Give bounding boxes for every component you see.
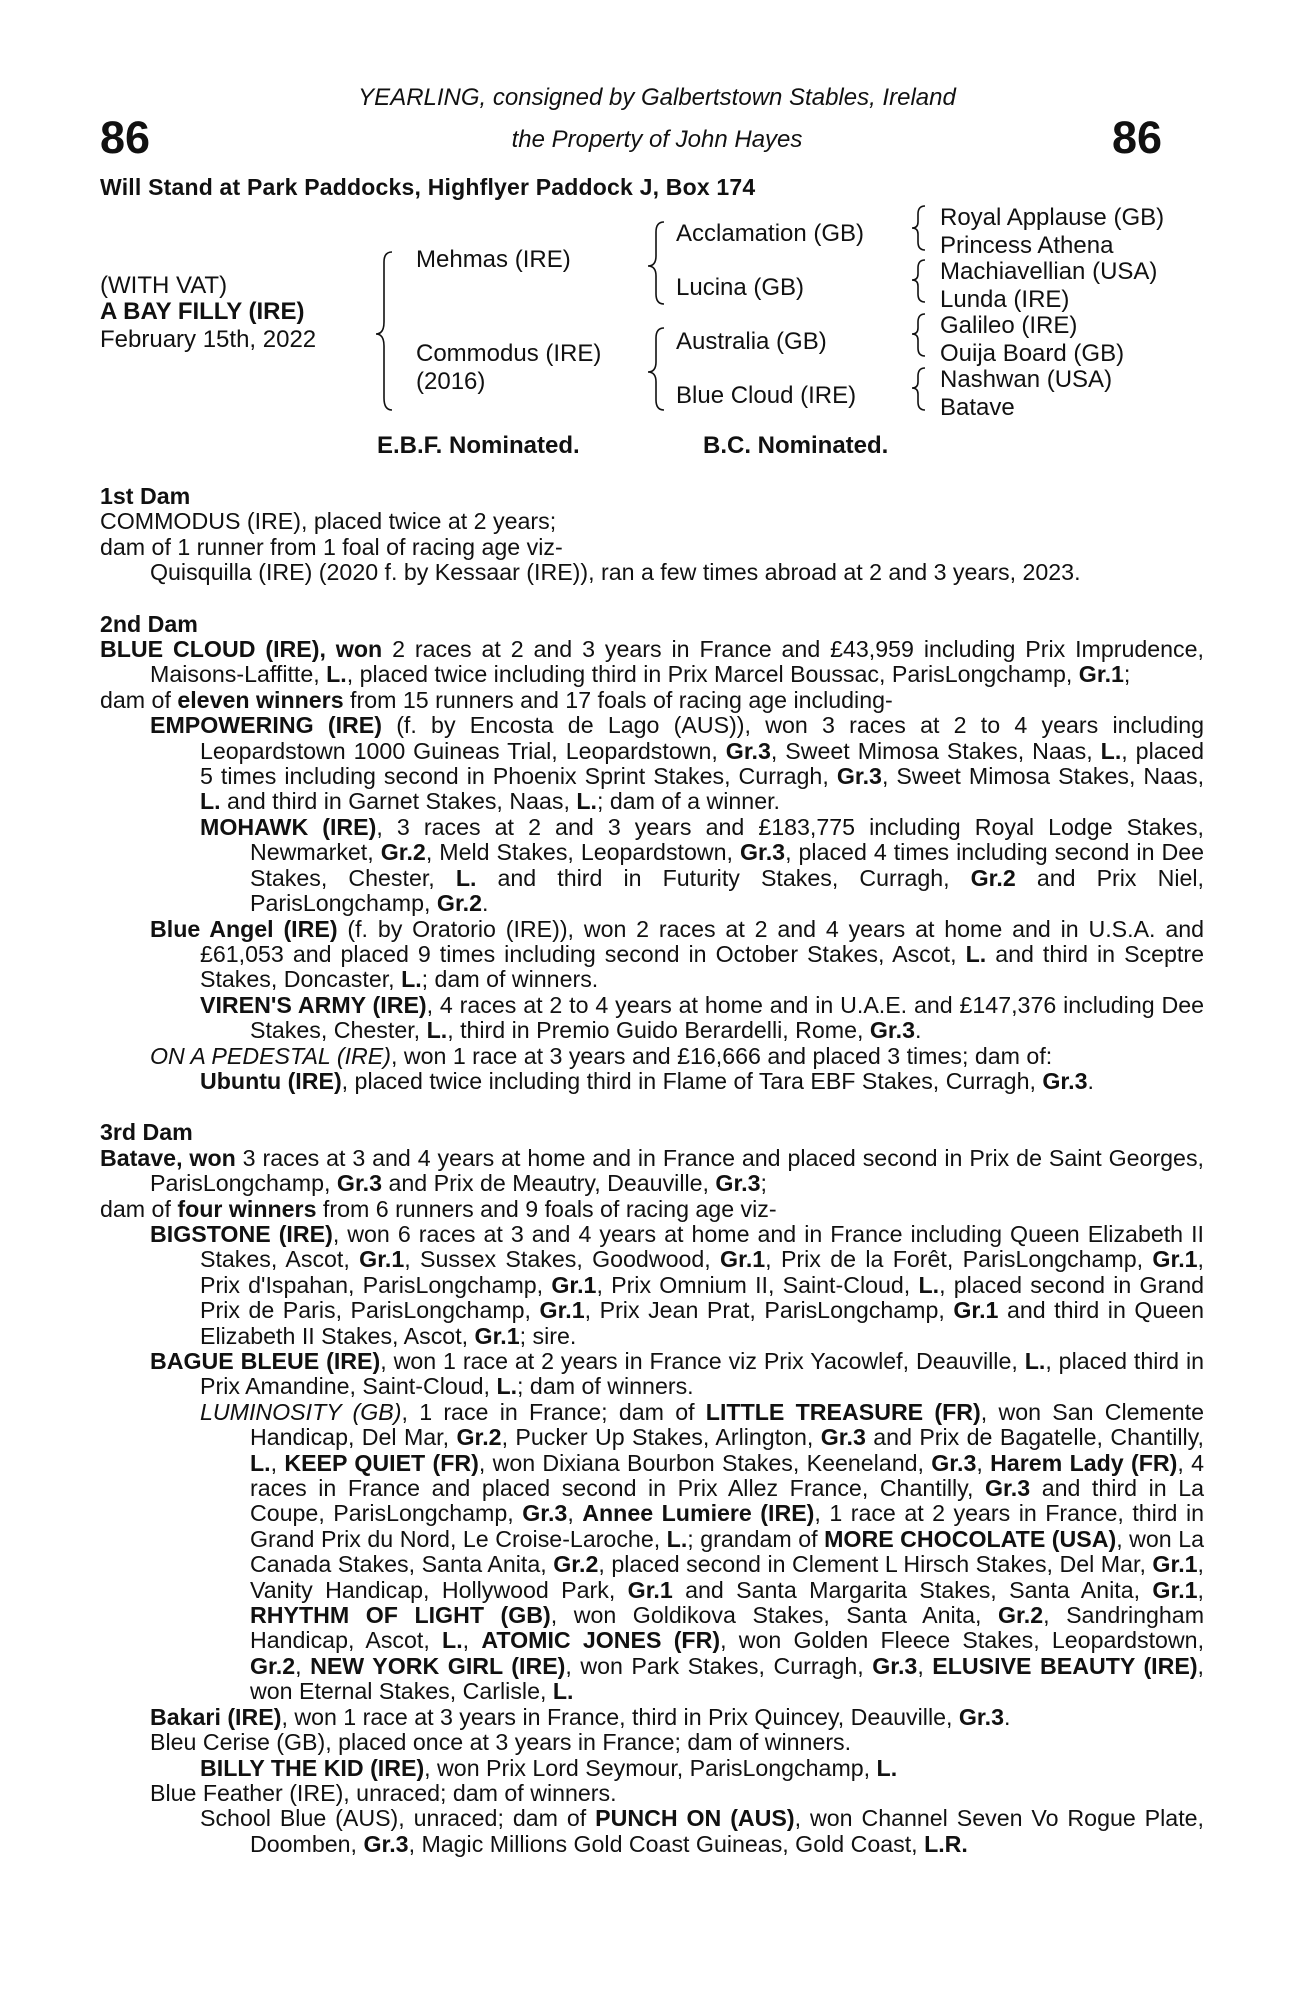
dam3-grandprogeny-school-blue: School Blue (AUS), unraced; dam of PUNCH ON (AUS), won Channel Seven Vo Rogue Plate, Doomben, Gr.3, Magic Millions Gold Coast Guineas, Gold Coast, L.R.: [200, 1805, 1204, 1857]
lot-number-right: 86: [1112, 112, 1163, 163]
consignment-line-1: YEARLING, consigned by Galbertstown Stables, Ireland: [358, 84, 956, 111]
dam2-grandprogeny-mohawk: MOHAWK (IRE), 3 races at 2 and 3 years and £183,775 including Royal Lodge Stakes, Newmarket, Gr.2, Meld Stakes, Leopardstown, Gr.3, placed 4 times including second in Dee Stakes, Chester, L. and third in Futurity Stakes, Curragh, Gr.2 and Prix Niel, ParisLongchamp, Gr.2.: [200, 813, 1204, 917]
horse-dob: February 15th, 2022: [100, 326, 317, 353]
catalogue-body: [100, 484, 1204, 1857]
dam1-progeny: Quisquilla (IRE) (2020 f. by Kessaar (IRE)), ran a few times abroad at 2 and 3 years, 2023.: [150, 559, 1081, 586]
dam3-progeny-blue-feather: Blue Feather (IRE), unraced; dam of winners.: [150, 1779, 617, 1806]
dam3-progeny-bleu-cerise: Bleu Cerise (GB), placed once at 3 years in France; dam of winners.: [150, 1729, 852, 1756]
dam: Commodus (IRE): [416, 340, 602, 367]
dam1-line-2: dam of 1 runner from 1 foal of racing age viz-: [100, 533, 563, 560]
sire-sire: Acclamation (GB): [676, 220, 865, 247]
dam1-line-1: COMMODUS (IRE), placed twice at 2 years;: [100, 508, 557, 535]
sire: Mehmas (IRE): [416, 246, 571, 273]
grand-sire-1: Royal Applause (GB): [940, 204, 1165, 231]
ebf-nominated: E.B.F. Nominated.: [377, 432, 580, 459]
grand-dam-3: Ouija Board (GB): [940, 340, 1125, 367]
grand-dam-1: Princess Athena: [940, 232, 1114, 259]
dam2-progeny-on-a-pedestal: ON A PEDESTAL (IRE), won 1 race at 3 years and £16,666 and placed 3 times; dam of:: [150, 1042, 1053, 1069]
grand-sire-4: Nashwan (USA): [940, 366, 1113, 393]
lot-number-left: 86: [100, 112, 151, 163]
dam3-progeny-bakari: Bakari (IRE), won 1 race at 3 years in France, third in Prix Quincey, Deauville, Gr.3.: [150, 1703, 1011, 1730]
dam3-grandprogeny-billy-the-kid: BILLY THE KID (IRE), won Prix Lord Seymour, ParisLongchamp, L.: [200, 1754, 898, 1781]
dam-sire: Australia (GB): [676, 328, 827, 355]
dam-dam: Blue Cloud (IRE): [676, 382, 857, 409]
dam2-heading: 2nd Dam: [100, 610, 198, 637]
dam-year: (2016): [416, 368, 486, 395]
dam2-produce-summary: dam of eleven winners from 15 runners and 17 foals of racing age including-: [100, 686, 893, 713]
grand-dam-2: Lunda (IRE): [940, 286, 1070, 313]
dam3-grandprogeny-luminosity: LUMINOSITY (GB), 1 race in France; dam of LITTLE TREASURE (FR), won San Clemente Handicap, Del Mar, Gr.2, Pucker Up Stakes, Arlington, Gr.3 and Prix de Bagatelle, Chantilly, L., KEEP QUIET (FR), won Dixiana Bourbon Stakes, Keeneland, Gr.3, Harem Lady (FR), 4 races in France and placed second in Prix Allez France, Chantilly, Gr.3 and third in La Coupe, ParisLongchamp, Gr.3, Annee Lumiere (IRE), 1 race at 2 years in France, third in Grand Prix du Nord, Le Croise-Laroche, L.; grandam of MORE CHOCOLATE (USA), won La Canada Stakes, Santa Anita, Gr.2, placed second in Clement L Hirsch Stakes, Del Mar, Gr.1, Vanity Handicap, Hollywood Park, Gr.1 and Santa Margarita Stakes, Santa Anita, Gr.1, RHYTHM OF LIGHT (GB), won Goldikova Stakes, Santa Anita, Gr.2, Sandringham Handicap, Ascot, L., ATOMIC JONES (FR), won Golden Fleece Stakes, Leopardstown, Gr.2, NEW YORK GIRL (IRE), won Park Stakes, Curragh, Gr.3, ELUSIVE BEAUTY (IRE), won Eternal Stakes, Carlisle, L.: [200, 1398, 1205, 1705]
dam2-record: BLUE CLOUD (IRE), won 2 races at 2 and 3 years in France and £43,959 including Prix Imprudence, Maisons-Laffitte, L., placed twice including third in Prix Marcel Boussac, ParisLongchamp, Gr.1;: [100, 636, 1204, 688]
stand-location: Will Stand at Park Paddocks, Highflyer Paddock J, Box 174: [100, 174, 756, 200]
dam2-progeny-blue-angel: Blue Angel (IRE) (f. by Oratorio (IRE)), won 2 races at 2 and 4 years at home and in U.S.A. and £61,053 and placed 9 times including second in October Stakes, Ascot, L. and third in Sceptre Stakes, Doncaster, L.; dam of winners.: [150, 915, 1205, 993]
dam2-grandprogeny-virens-army: VIREN'S ARMY (IRE), 4 races at 2 to 4 years at home and in U.A.E. and £147,376 including Dee Stakes, Chester, L., third in Premio Guido Berardelli, Rome, Gr.3.: [200, 991, 1204, 1044]
dam2-grandprogeny-ubuntu: Ubuntu (IRE), placed twice including third in Flame of Tara EBF Stakes, Curragh, Gr.3.: [200, 1067, 1094, 1094]
dam3-progeny-bague-bleue: BAGUE BLEUE (IRE), won 1 race at 2 years in France viz Prix Yacowlef, Deauville, L., placed third in Prix Amandine, Saint-Cloud, L.; dam of winners.: [150, 1348, 1204, 1400]
dam1-heading: 1st Dam: [100, 483, 191, 509]
consignment-line-2: the Property of John Hayes: [511, 126, 803, 153]
grand-sire-2: Machiavellian (USA): [940, 258, 1158, 285]
dam3-produce-summary: dam of four winners from 6 runners and 9 foals of racing age viz-: [100, 1195, 777, 1222]
dam3-heading: 3rd Dam: [100, 1119, 193, 1146]
grand-dam-4: Batave: [940, 394, 1015, 421]
bc-nominated: B.C. Nominated.: [703, 432, 889, 459]
horse-vat: (WITH VAT): [100, 272, 228, 299]
grand-sire-3: Galileo (IRE): [940, 312, 1078, 339]
horse-name: A BAY FILLY (IRE): [100, 298, 305, 325]
dam3-progeny-bigstone: BIGSTONE (IRE), won 6 races at 3 and 4 years at home and in France including Queen Elizabeth II Stakes, Ascot, Gr.1, Sussex Stakes, Goodwood, Gr.1, Prix de la Forêt, ParisLongchamp, Gr.1, Prix d'Ispahan, ParisLongchamp, Gr.1, Prix Omnium II, Saint-Cloud, L., placed second in Grand Prix de Paris, ParisLongchamp, Gr.1, Prix Jean Prat, ParisLongchamp, Gr.1 and third in Queen Elizabeth II Stakes, Ascot, Gr.1; sire.: [150, 1220, 1204, 1349]
dam2-progeny-empowering: EMPOWERING (IRE) (f. by Encosta de Lago (AUS)), won 3 races at 2 to 4 years including Leopardstown 1000 Guineas Trial, Leopardstown, Gr.3, Sweet Mimosa Stakes, Naas, L., placed 5 times including second in Phoenix Sprint Stakes, Curragh, Gr.3, Sweet Mimosa Stakes, Naas, L. and third in Garnet Stakes, Naas, L.; dam of a winner.: [150, 712, 1205, 815]
dam3-record: Batave, won 3 races at 3 and 4 years at home and in France and placed second in Prix de Saint Georges, ParisLongchamp, Gr.3 and Prix de Meautry, Deauville, Gr.3;: [100, 1144, 1204, 1197]
sire-dam: Lucina (GB): [676, 274, 805, 301]
